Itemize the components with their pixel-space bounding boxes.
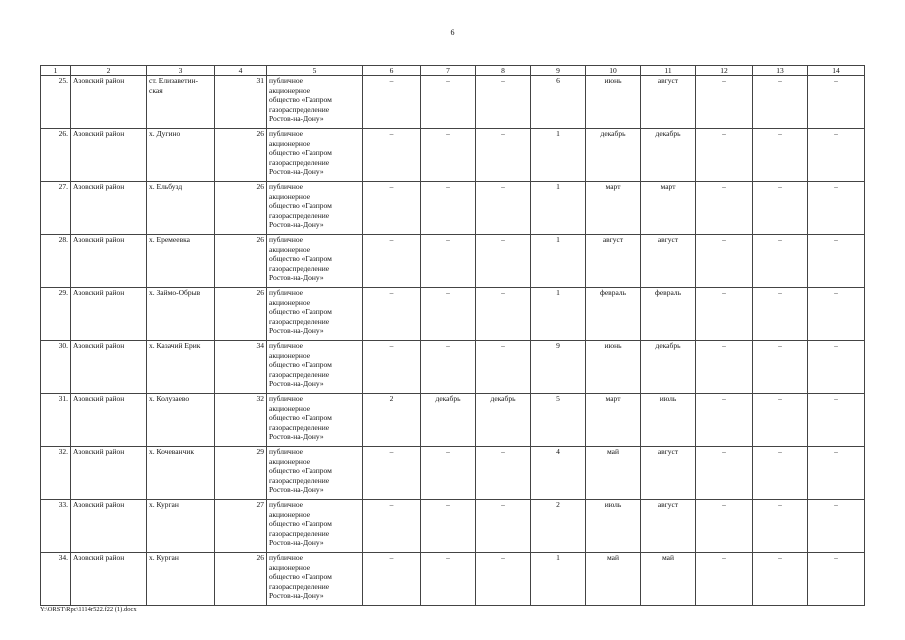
col6-cell: – <box>363 182 421 235</box>
col12-cell: – <box>696 500 753 553</box>
count-cell: 27 <box>215 500 267 553</box>
column-header-10: 10 <box>586 66 641 76</box>
col9-cell: 1 <box>531 182 586 235</box>
col13-cell: – <box>753 341 808 394</box>
col14-cell: – <box>808 500 865 553</box>
table-row <box>41 288 865 341</box>
col8-cell: – <box>476 553 531 606</box>
col8-cell: – <box>476 341 531 394</box>
col13-cell: – <box>753 553 808 606</box>
col14-cell: – <box>808 182 865 235</box>
district-cell: Азовский район <box>71 394 147 447</box>
col8-cell: – <box>476 182 531 235</box>
page-number: 6 <box>450 28 455 37</box>
row-number: 28. <box>41 235 71 288</box>
col8-cell: декабрь <box>476 394 531 447</box>
col12-cell: – <box>696 341 753 394</box>
organization-cell: публичное акционерное общество «Газпром газораспределение Ростов-на-Дону» <box>267 447 363 500</box>
col6-cell: – <box>363 76 421 129</box>
organization-cell: публичное акционерное общество «Газпром газораспределение Ростов-на-Дону» <box>267 182 363 235</box>
col12-cell: – <box>696 235 753 288</box>
count-cell: 32 <box>215 394 267 447</box>
organization-cell: публичное акционерное общество «Газпром газораспределение Ростов-на-Дону» <box>267 129 363 182</box>
count-cell: 34 <box>215 341 267 394</box>
end-month-cell: март <box>641 182 696 235</box>
district-cell: Азовский район <box>71 288 147 341</box>
col6-cell: – <box>363 288 421 341</box>
col12-cell: – <box>696 447 753 500</box>
table-row <box>41 447 865 500</box>
column-header-3: 3 <box>147 66 215 76</box>
start-month-cell: март <box>586 182 641 235</box>
district-cell: Азовский район <box>71 129 147 182</box>
col7-cell: – <box>421 341 476 394</box>
column-header-12: 12 <box>696 66 753 76</box>
col13-cell: – <box>753 182 808 235</box>
column-header-7: 7 <box>421 66 476 76</box>
col14-cell: – <box>808 394 865 447</box>
district-cell: Азовский район <box>71 447 147 500</box>
col12-cell: – <box>696 288 753 341</box>
settlement-cell: х. Дугино <box>147 129 215 182</box>
count-cell: 26 <box>215 129 267 182</box>
table-row <box>41 129 865 182</box>
district-cell: Азовский район <box>71 500 147 553</box>
col12-cell: – <box>696 553 753 606</box>
row-number: 30. <box>41 341 71 394</box>
col9-cell: 6 <box>531 76 586 129</box>
col6-cell: – <box>363 500 421 553</box>
settlement-cell: ст. Елизаветин- ская <box>147 76 215 129</box>
col13-cell: – <box>753 129 808 182</box>
col13-cell: – <box>753 447 808 500</box>
organization-cell: публичное акционерное общество «Газпром газораспределение Ростов-на-Дону» <box>267 76 363 129</box>
settlement-cell: х. Кочеванчик <box>147 447 215 500</box>
col7-cell: – <box>421 500 476 553</box>
row-number: 31. <box>41 394 71 447</box>
organization-cell: публичное акционерное общество «Газпром газораспределение Ростов-на-Дону» <box>267 288 363 341</box>
start-month-cell: июнь <box>586 76 641 129</box>
table-row <box>41 341 865 394</box>
col13-cell: – <box>753 76 808 129</box>
count-cell: 31 <box>215 76 267 129</box>
col7-cell: – <box>421 182 476 235</box>
col6-cell: – <box>363 447 421 500</box>
settlement-cell: х. Ельбузд <box>147 182 215 235</box>
col9-cell: 4 <box>531 447 586 500</box>
col14-cell: – <box>808 288 865 341</box>
count-cell: 26 <box>215 235 267 288</box>
col12-cell: – <box>696 76 753 129</box>
organization-cell: публичное акционерное общество «Газпром газораспределение Ростов-на-Дону» <box>267 394 363 447</box>
end-month-cell: август <box>641 500 696 553</box>
col7-cell: – <box>421 76 476 129</box>
col9-cell: 1 <box>531 553 586 606</box>
end-month-cell: май <box>641 553 696 606</box>
schedule-table <box>40 65 865 606</box>
start-month-cell: февраль <box>586 288 641 341</box>
column-header-6: 6 <box>363 66 421 76</box>
organization-cell: публичное акционерное общество «Газпром газораспределение Ростов-на-Дону» <box>267 500 363 553</box>
row-number: 34. <box>41 553 71 606</box>
table-row <box>41 235 865 288</box>
start-month-cell: март <box>586 394 641 447</box>
col14-cell: – <box>808 235 865 288</box>
col14-cell: – <box>808 76 865 129</box>
district-cell: Азовский район <box>71 76 147 129</box>
col12-cell: – <box>696 129 753 182</box>
col8-cell: – <box>476 500 531 553</box>
start-month-cell: декабрь <box>586 129 641 182</box>
col7-cell: – <box>421 129 476 182</box>
col14-cell: – <box>808 447 865 500</box>
header-row <box>41 66 865 76</box>
row-number: 27. <box>41 182 71 235</box>
end-month-cell: декабрь <box>641 341 696 394</box>
column-header-8: 8 <box>476 66 531 76</box>
col9-cell: 2 <box>531 500 586 553</box>
col7-cell: – <box>421 553 476 606</box>
start-month-cell: август <box>586 235 641 288</box>
end-month-cell: декабрь <box>641 129 696 182</box>
col8-cell: – <box>476 129 531 182</box>
file-path-footer: Y:\ORST\Rpc\1114r522.f22 (1).docx <box>40 606 137 613</box>
col13-cell: – <box>753 500 808 553</box>
end-month-cell: август <box>641 76 696 129</box>
table-row <box>41 394 865 447</box>
settlement-cell: х. Казачий Ерик <box>147 341 215 394</box>
end-month-cell: июль <box>641 394 696 447</box>
col7-cell: – <box>421 235 476 288</box>
count-cell: 26 <box>215 553 267 606</box>
table-row <box>41 76 865 129</box>
end-month-cell: август <box>641 235 696 288</box>
col6-cell: – <box>363 129 421 182</box>
col13-cell: – <box>753 394 808 447</box>
settlement-cell: х. Курган <box>147 553 215 606</box>
organization-cell: публичное акционерное общество «Газпром газораспределение Ростов-на-Дону» <box>267 341 363 394</box>
district-cell: Азовский район <box>71 235 147 288</box>
district-cell: Азовский район <box>71 341 147 394</box>
column-header-4: 4 <box>215 66 267 76</box>
row-number: 26. <box>41 129 71 182</box>
col9-cell: 1 <box>531 129 586 182</box>
district-cell: Азовский район <box>71 182 147 235</box>
column-header-11: 11 <box>641 66 696 76</box>
col12-cell: – <box>696 182 753 235</box>
table-row <box>41 182 865 235</box>
column-header-14: 14 <box>808 66 865 76</box>
col8-cell: – <box>476 288 531 341</box>
settlement-cell: х. Колузаево <box>147 394 215 447</box>
column-header-5: 5 <box>267 66 363 76</box>
table-row <box>41 500 865 553</box>
col7-cell: – <box>421 447 476 500</box>
count-cell: 26 <box>215 288 267 341</box>
col8-cell: – <box>476 235 531 288</box>
start-month-cell: июль <box>586 500 641 553</box>
col13-cell: – <box>753 288 808 341</box>
col9-cell: 5 <box>531 394 586 447</box>
col7-cell: декабрь <box>421 394 476 447</box>
col6-cell: 2 <box>363 394 421 447</box>
row-number: 25. <box>41 76 71 129</box>
col6-cell: – <box>363 235 421 288</box>
start-month-cell: июнь <box>586 341 641 394</box>
col14-cell: – <box>808 341 865 394</box>
row-number: 29. <box>41 288 71 341</box>
col13-cell: – <box>753 235 808 288</box>
count-cell: 29 <box>215 447 267 500</box>
table-row <box>41 553 865 606</box>
col12-cell: – <box>696 394 753 447</box>
district-cell: Азовский район <box>71 553 147 606</box>
end-month-cell: февраль <box>641 288 696 341</box>
col14-cell: – <box>808 553 865 606</box>
row-number: 33. <box>41 500 71 553</box>
settlement-cell: х. Еремеевка <box>147 235 215 288</box>
end-month-cell: август <box>641 447 696 500</box>
col14-cell: – <box>808 129 865 182</box>
count-cell: 26 <box>215 182 267 235</box>
settlement-cell: х. Курган <box>147 500 215 553</box>
organization-cell: публичное акционерное общество «Газпром газораспределение Ростов-на-Дону» <box>267 553 363 606</box>
col8-cell: – <box>476 447 531 500</box>
column-header-13: 13 <box>753 66 808 76</box>
col6-cell: – <box>363 341 421 394</box>
col9-cell: 9 <box>531 341 586 394</box>
col8-cell: – <box>476 76 531 129</box>
start-month-cell: май <box>586 553 641 606</box>
start-month-cell: май <box>586 447 641 500</box>
column-header-1: 1 <box>41 66 71 76</box>
col9-cell: 1 <box>531 288 586 341</box>
column-header-2: 2 <box>71 66 147 76</box>
settlement-cell: х. Займо-Обрыв <box>147 288 215 341</box>
row-number: 32. <box>41 447 71 500</box>
col9-cell: 1 <box>531 235 586 288</box>
column-header-9: 9 <box>531 66 586 76</box>
col6-cell: – <box>363 553 421 606</box>
col7-cell: – <box>421 288 476 341</box>
organization-cell: публичное акционерное общество «Газпром газораспределение Ростов-на-Дону» <box>267 235 363 288</box>
